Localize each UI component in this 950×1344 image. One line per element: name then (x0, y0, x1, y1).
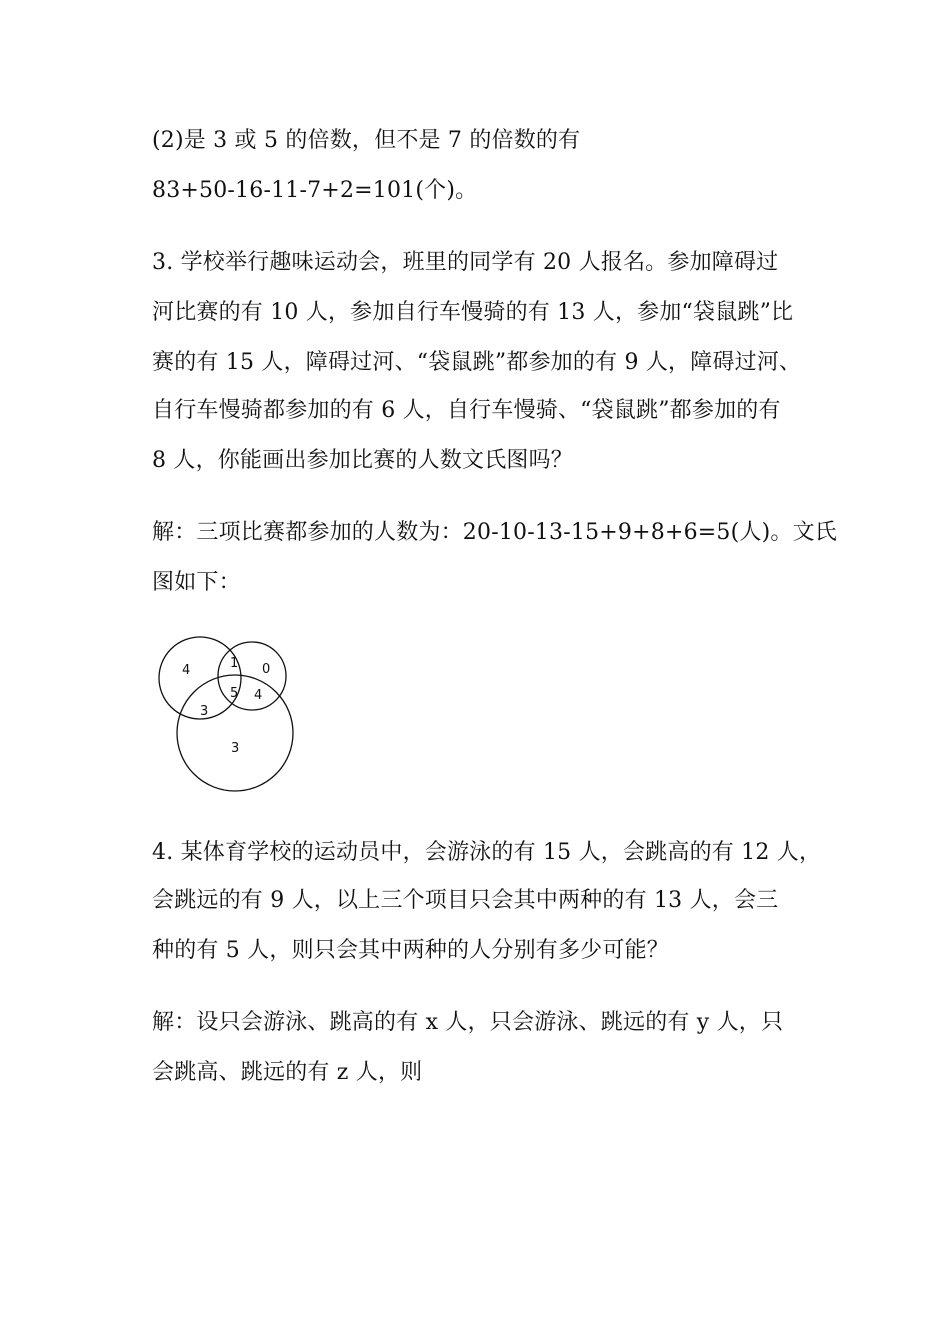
text-line-1: (2)是 3 或 5 的倍数，但不是 7 的倍数的有 (152, 128, 581, 153)
problem-3-line-1: 3. 学校举行趣味运动会，班里的同学有 20 人报名。参加障碍过 (152, 250, 779, 275)
venn-region-label: 4 (254, 688, 263, 703)
problem-3-line-5: 8 人，你能画出参加比赛的人数文氏图吗？ (152, 448, 573, 473)
problem-3-line-4: 自行车慢骑都参加的有 6 人，自行车慢骑、“袋鼠跳”都参加的有 (152, 398, 781, 423)
text-line-2: 83+50-16-11-7+2=101(个)。 (152, 178, 478, 203)
venn-region-label: 3 (200, 704, 209, 719)
solution-4-line-1: 解：设只会游泳、跳高的有 x 人，只会游泳、跳远的有 y 人，只 (152, 1010, 784, 1035)
problem-4-line-2: 会跳远的有 9 人，以上三个项目只会其中两种的有 13 人，会三 (152, 888, 779, 913)
problem-3-line-3: 赛的有 15 人，障碍过河、“袋鼠跳”都参加的有 9 人，障碍过河、 (152, 350, 802, 375)
venn-region-label: 4 (182, 663, 191, 678)
venn-diagram (152, 622, 312, 804)
venn-region-label: 1 (230, 656, 239, 671)
venn-region-label: 3 (231, 741, 240, 756)
venn-region-label: 5 (230, 686, 239, 701)
problem-4-line-3: 种的有 5 人，则只会其中两种的人分别有多少可能？ (152, 938, 669, 963)
problem-4-line-1: 4. 某体育学校的运动员中，会游泳的有 15 人，会跳高的有 12 人， (152, 840, 822, 865)
solution-4-line-2: 会跳高、跳远的有 z 人，则 (152, 1060, 423, 1085)
solution-3-line-2: 图如下： (152, 570, 241, 595)
solution-3-line-1: 解：三项比赛都参加的人数为：20-10-13-15+9+8+6=5(人)。文氏 (152, 520, 837, 545)
problem-3-line-2: 河比赛的有 10 人，参加自行车慢骑的有 13 人，参加“袋鼠跳”比 (152, 300, 794, 325)
venn-region-label: 0 (262, 662, 271, 677)
